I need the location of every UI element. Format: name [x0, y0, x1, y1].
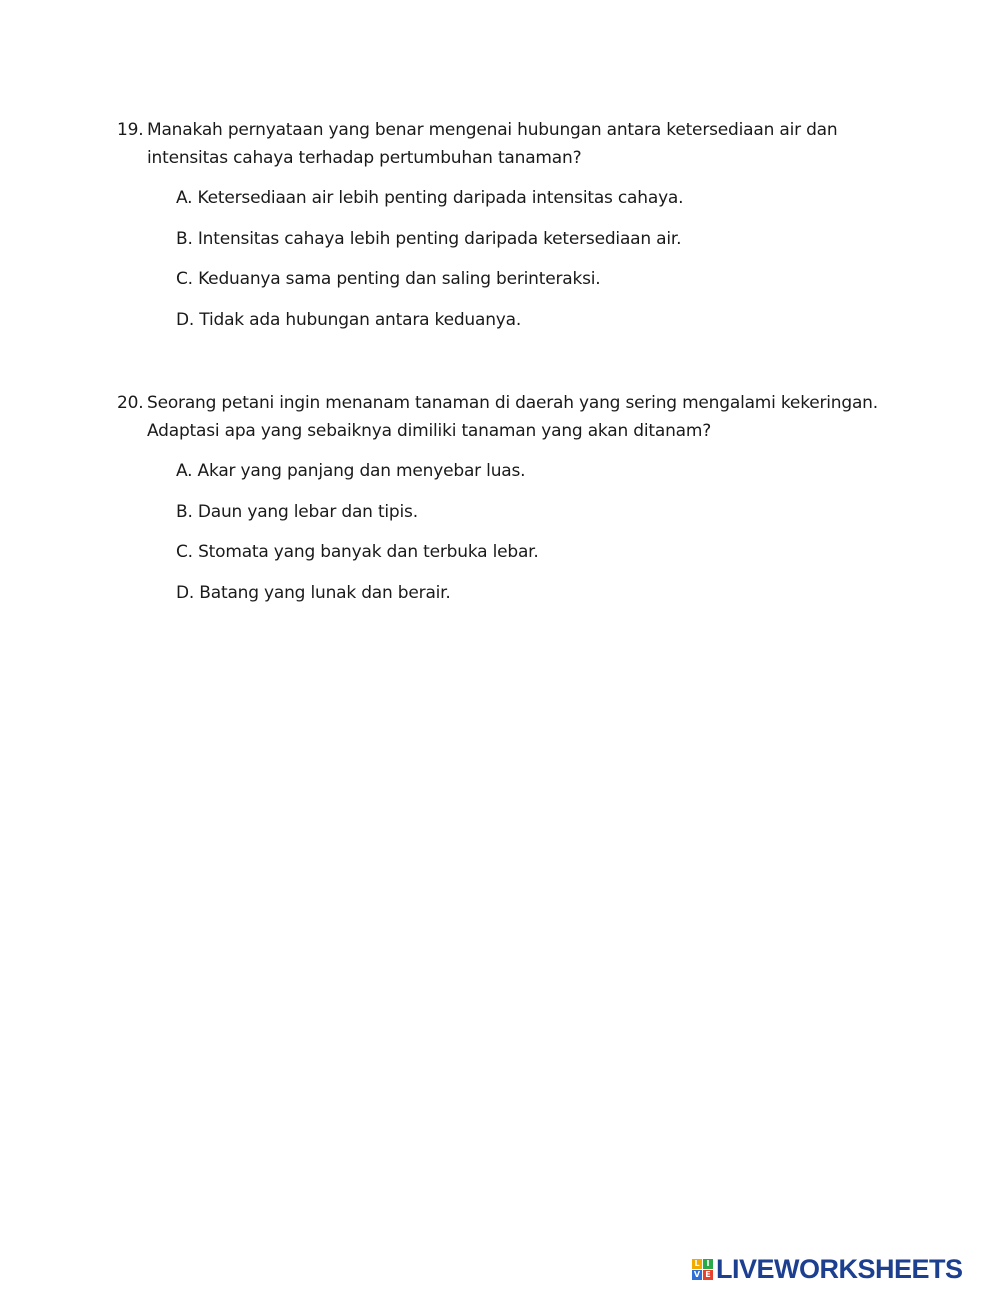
option-d: D. Tidak ada hubungan antara keduanya.: [176, 310, 522, 330]
liveworksheets-logo: [692, 1255, 963, 1283]
option-d: D. Batang yang lunak dan berair.: [176, 583, 451, 603]
option-a: A. Akar yang panjang dan menyebar luas.: [176, 461, 526, 481]
question-number: 19.: [117, 120, 144, 140]
question-number: 20.: [117, 393, 144, 413]
logo-letter-e: E: [703, 1270, 713, 1280]
liveworksheets-logo-icon: [692, 1259, 713, 1280]
logo-letter-l: L: [692, 1259, 702, 1269]
question-text: Seorang petani ingin menanam tanaman di daerah yang sering mengalami kekeringan. Adaptasi apa yang sebaiknya dimiliki tanaman yang akan ditanam?: [147, 393, 878, 441]
question-stem: [117, 116, 897, 172]
brand-name: LIVEWORKSHEETS: [716, 1253, 963, 1284]
logo-letter-i: I: [703, 1259, 713, 1269]
logo-letter-v: V: [693, 1269, 701, 1279]
question-stem: [117, 389, 897, 445]
option-c: C. Keduanya sama penting dan saling berinteraksi.: [176, 269, 601, 289]
option-a: A. Ketersediaan air lebih penting daripada intensitas cahaya.: [176, 188, 684, 208]
option-c: C. Stomata yang banyak dan terbuka lebar.: [176, 542, 539, 562]
question-text: Manakah pernyataan yang benar mengenai hubungan antara ketersediaan air dan intensitas cahaya terhadap pertumbuhan tanaman?: [147, 120, 838, 168]
question-19: [117, 116, 897, 330]
option-b: B. Intensitas cahaya lebih penting daripada ketersediaan air.: [176, 229, 682, 249]
question-20: [117, 389, 897, 603]
option-b: B. Daun yang lebar dan tipis.: [176, 502, 418, 522]
